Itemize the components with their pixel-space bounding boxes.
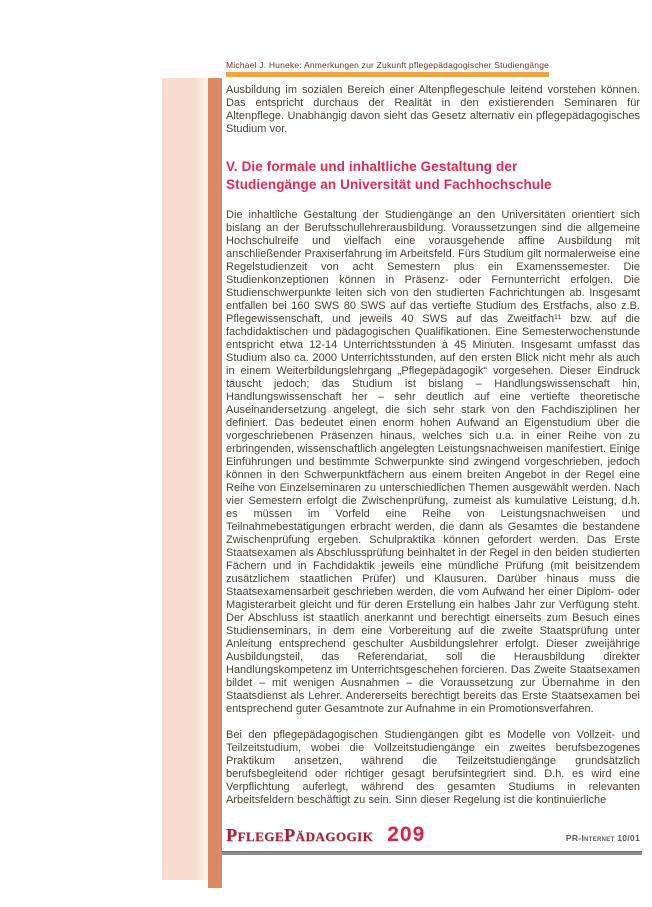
paragraph-main: Die inhaltliche Gestaltung der Studiengänge an den Universitäten orientiert sich bislang an der Berufsschullehrerausbildung. Voraussetzungen sind die allgemeine Hochschulreife und vielfach eine vorausgehende affine Ausbildung mit anschließender Praxiserfahrung im Arbeitsfeld. Fürs Studium gilt normalerweise eine Regelstudienzeit von acht Semestern plus ein Examenssemester. Die Studienkonzeptionen können in Präsenz- oder Fernunterricht erfolgen. Die Studienschwerpunkte leiten sich von den studierten Fachrichtungen ab. Insgesamt entfallen bei 160 SWS 80 SWS auf das vertiefte Studium des Erstfachs, also z.B. Pflegewissenschaft, und jeweils 40 SWS auf das Zweitfach¹¹ bzw. auf die fachdidaktischen und pädagogischen Qualifikationen. Eine Semesterwochenstunde entspricht etwa 12-14 Unterrichtsstunden à 45 Minuten. Insgesamt umfasst das Studium also ca. 2000 Unterrichtsstunden, auf den ersten Blick nicht mehr als auch in einem Weiterbildungslehrgang „Pflegepädagogik“ vorgesehen. Dieser Eindruck täuscht jedoch; das Studium ist bislang – Handlungswissenschaft hin, Handlungswissenschaft her – sehr deutlich auf eine vertiefte theoretische Auseinandersetzung angelegt, die sich sehr stark von den Fachdisziplinen her definiert. Das bedeutet einen enorm hohen Aufwand an Eigenstudium über die vorgeschriebenen Präsenzen hinaus, welches sich u.a. in einer Reihe von zu erbringenden, wissenschaftlich angelegten Leistungsnachweisen manifestiert. Einige Einführungen und bestimmte Schwerpunkte sind zwingend vorgeschrieben, jedoch können in den Schwerpunktfächern aus einem breiten Angebot in der Regel eine Reihe von Einzelseminaren zu unterschiedlichen Themen ausgewählt werden. Nach vier Semestern erfolgt die Zwischenprüfung, zumeist als kumulative Leistung, d.h. es müssen im Vorfeld eine Reihe von Leistungsnachweisen und Teilnahmebestätigungen erbracht werden, die dann als Gesamtes die bestandene Zwischenprüfung ergeben. Schulpraktika können gefordert werden. Das Erste Staatsexamen als Abschlussprüfung beinhaltet in der Regel in den beiden studierten Fächern und in Fachdidaktik jeweils eine mündliche Prüfung (mit beisitzendem zusätzlichem staatlichen Prüfer) und Klausuren. Darüber hinaus muss die Staatsexamensarbeit geschrieben werden, die vom Aufwand her einer Diplom- oder Magisterarbeit gleicht und für deren Erstellung ein halbes Jahr zur Verfügung steht. Der Abschluss ist staatlich anerkannt und berechtigt einerseits zum Besuch eines Studienseminars, in dem eine Vorbereitung auf die zweite Staatsprüfung unter Anleitung entsprechend geschulter Ausbildungslehrer erfolgt. Dieser zweijährige Ausbildungsteil, das Referendariat, soll die Herausbildung direkter Handlungskompetenz im Unterrichtsgeschehen forcieren. Das Zweite Staatsexamen bildet – mit wenigen Ausnahmen – die Voraussetzung zur Übernahme in den Staatsdienst als Lehrer. Andererseits berechtigt bereits das Erste Staatsexamen bei entsprechend guter Gesamtnote zur Aufnahme in ein Promotionsverfahren. (226, 209, 640, 715)
decorative-strip-light (162, 78, 208, 880)
journal-name: PflegePädagogik (226, 825, 374, 845)
page-number: 209 (387, 823, 426, 846)
section-heading-line2: Studiengänge an Universität und Fachhochschule (226, 176, 552, 192)
text-column (226, 55, 640, 807)
paragraph-intro: Ausbildung im sozialen Bereich einer Altenpflegeschule leitend vorstehen können. Das entspricht durchaus der Realität in den existierenden Seminaren für Altenpflege. Unabhängig davon sieht das Gesetz alternativ ein pflegepädagogisches Studium vor. (226, 84, 640, 135)
issue-label: PR-Internet 10/01 (565, 833, 640, 843)
running-header: Michael J. Huneke: Anmerkungen zur Zukunft pflegepädagogischer Studiengänge (226, 60, 549, 77)
decorative-strip-dark (208, 78, 222, 888)
section-heading (226, 158, 640, 193)
footer-rule (222, 851, 642, 855)
section-heading-line1: V. Die formale und inhaltliche Gestaltung der (226, 159, 518, 174)
page-footer (226, 823, 640, 847)
paragraph-models: Bei den pflegepädagogischen Studiengängen gibt es Modelle von Vollzeit- und Teilzeitstudium, wobei die Vollzeitstudiengänge ein zweites berufsbezogenes Praktikum ansetzen, während die Teilzeitstudiengänge grundsätzlich berufsbegleitend oder richtiger gesagt berufsintegriert sind. D.h. es wird eine Verpflichtung auferlegt, während des gesamten Studiums in relevanten Arbeitsfeldern beschäftigt zu sein. Sinn dieser Regelung ist die kontinuierliche (226, 729, 640, 806)
